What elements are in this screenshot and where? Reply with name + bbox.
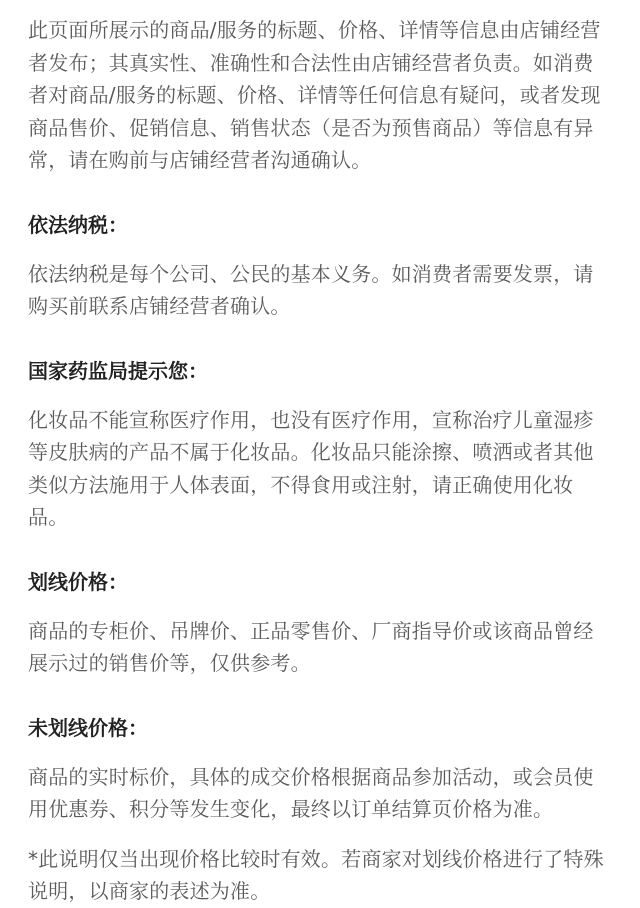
tax-section-body: 依法纳税是每个公司、公民的基本义务。如消费者需要发票，请购买前联系店铺经营者确认。 <box>28 261 594 318</box>
footnote: *此说明仅当出现价格比较时有效。若商家对划线价格进行了特殊说明，以商家的表述为准。 <box>28 846 604 903</box>
nmpa-section-body: 化妆品不能宣称医疗作用，也没有医疗作用，宣称治疗儿童湿疹等皮肤病的产品不属于化妆品。化妆品只能涂擦、喷洒或者其他类似方法施用于人体表面，不得食用或注射，请正确使用化妆品。 <box>28 407 594 529</box>
intro-paragraph: 此页面所展示的商品/服务的标题、价格、详情等信息由店铺经营者发布；其真实性、准确性和合法性由店铺经营者负责。如消费者对商品/服务的标题、价格、详情等任何信息有疑问，或者发现商品售价、促销信息、销售状态（是否为预售商品）等信息有异常，请在购前与店铺经营者沟通确认。 <box>28 18 601 172</box>
non-strikethrough-price-title: 未划线价格： <box>28 715 148 740</box>
non-strikethrough-price-body: 商品的实时标价，具体的成交价格根据商品参加活动，或会员使用优惠券、积分等发生变化，最终以订单结算页价格为准。 <box>28 764 594 821</box>
strikethrough-price-body: 商品的专柜价、吊牌价、正品零售价、厂商指导价或该商品曾经展示过的销售价等，仅供参考。 <box>28 618 594 675</box>
strikethrough-price-title: 划线价格： <box>28 569 128 594</box>
tax-section-title: 依法纳税： <box>28 212 128 237</box>
nmpa-section-title: 国家药监局提示您： <box>28 358 208 383</box>
